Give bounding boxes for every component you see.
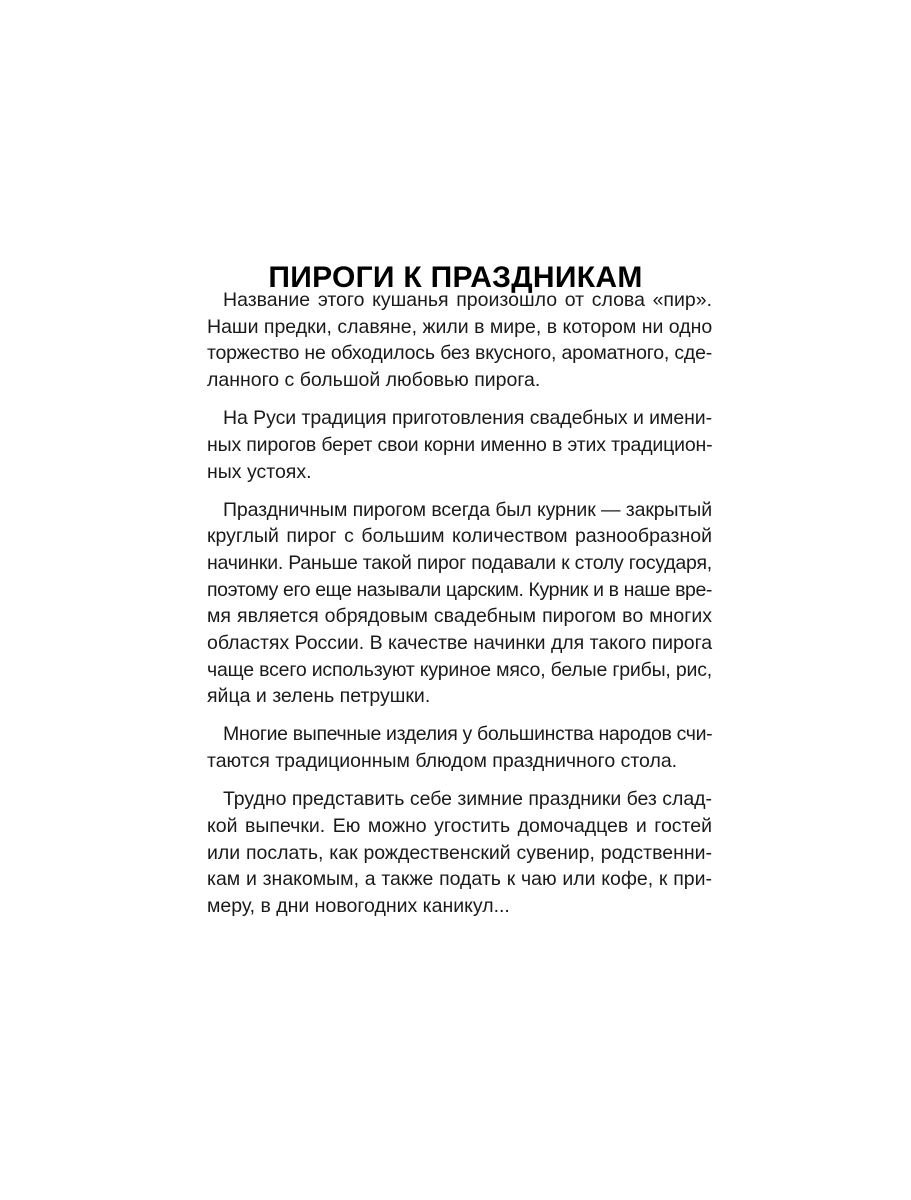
paragraph [207,405,712,485]
paragraph [207,786,712,920]
text-line: областях России. В качестве начинки для такого пирога [207,632,713,655]
text-line: яйца и зелень петрушки. [207,685,431,708]
text-line: торжество не обходилось без вкусного, ароматного, сде- [207,342,712,365]
text-line: ланного с большой любовью пирога. [207,369,541,392]
text-line: Название этого кушанья произошло от слова «пир». [223,289,712,311]
text-line: Наши предки, славяне, жили в мире, в котором ни одно [207,315,713,338]
text-line: мя является обрядовым свадебным пирогом во многих [207,605,712,628]
article-body [207,287,712,931]
paragraph [207,287,712,394]
text-line: таются традиционным блюдом праздничного стола. [207,750,678,773]
text-line: На Руси традиция приготовления свадебных и имени- [223,407,713,430]
text-line: Трудно представить себе зимние праздники без слад- [223,788,712,811]
text-line: кам и знакомым, а также подать к чаю или кофе, к при- [207,868,712,891]
paragraph [207,497,712,711]
paragraph [207,721,712,774]
text-line: чаще всего используют куриное мясо, белые грибы, рис, [207,658,713,681]
text-line: кой выпечки. Ею можно угостить домочадцев и гостей [207,814,712,837]
text-line: ных пирогов берет свои корни именно в этих традицион- [207,433,713,456]
page-title: ПИРОГИ К ПРАЗДНИКАМ [268,261,643,295]
text-line: Праздничным пирогом всегда был курник — закрытый [223,498,712,521]
text-line: начинки. Раньше такой пирог подавали к столу государя, [207,551,712,574]
text-line: поэтому его еще называли царским. Курник и в наше вре- [207,578,712,601]
text-line: меру, в дни новогодних каникул... [207,894,510,917]
text-line: ных устоях. [207,460,312,483]
text-line: круглый пирог с большим количеством разнообразной [207,525,712,548]
text-line: Многие выпечные изделия у большинства народов счи- [223,723,713,746]
text-line: или послать, как рождественский сувенир, родственни- [207,841,712,864]
